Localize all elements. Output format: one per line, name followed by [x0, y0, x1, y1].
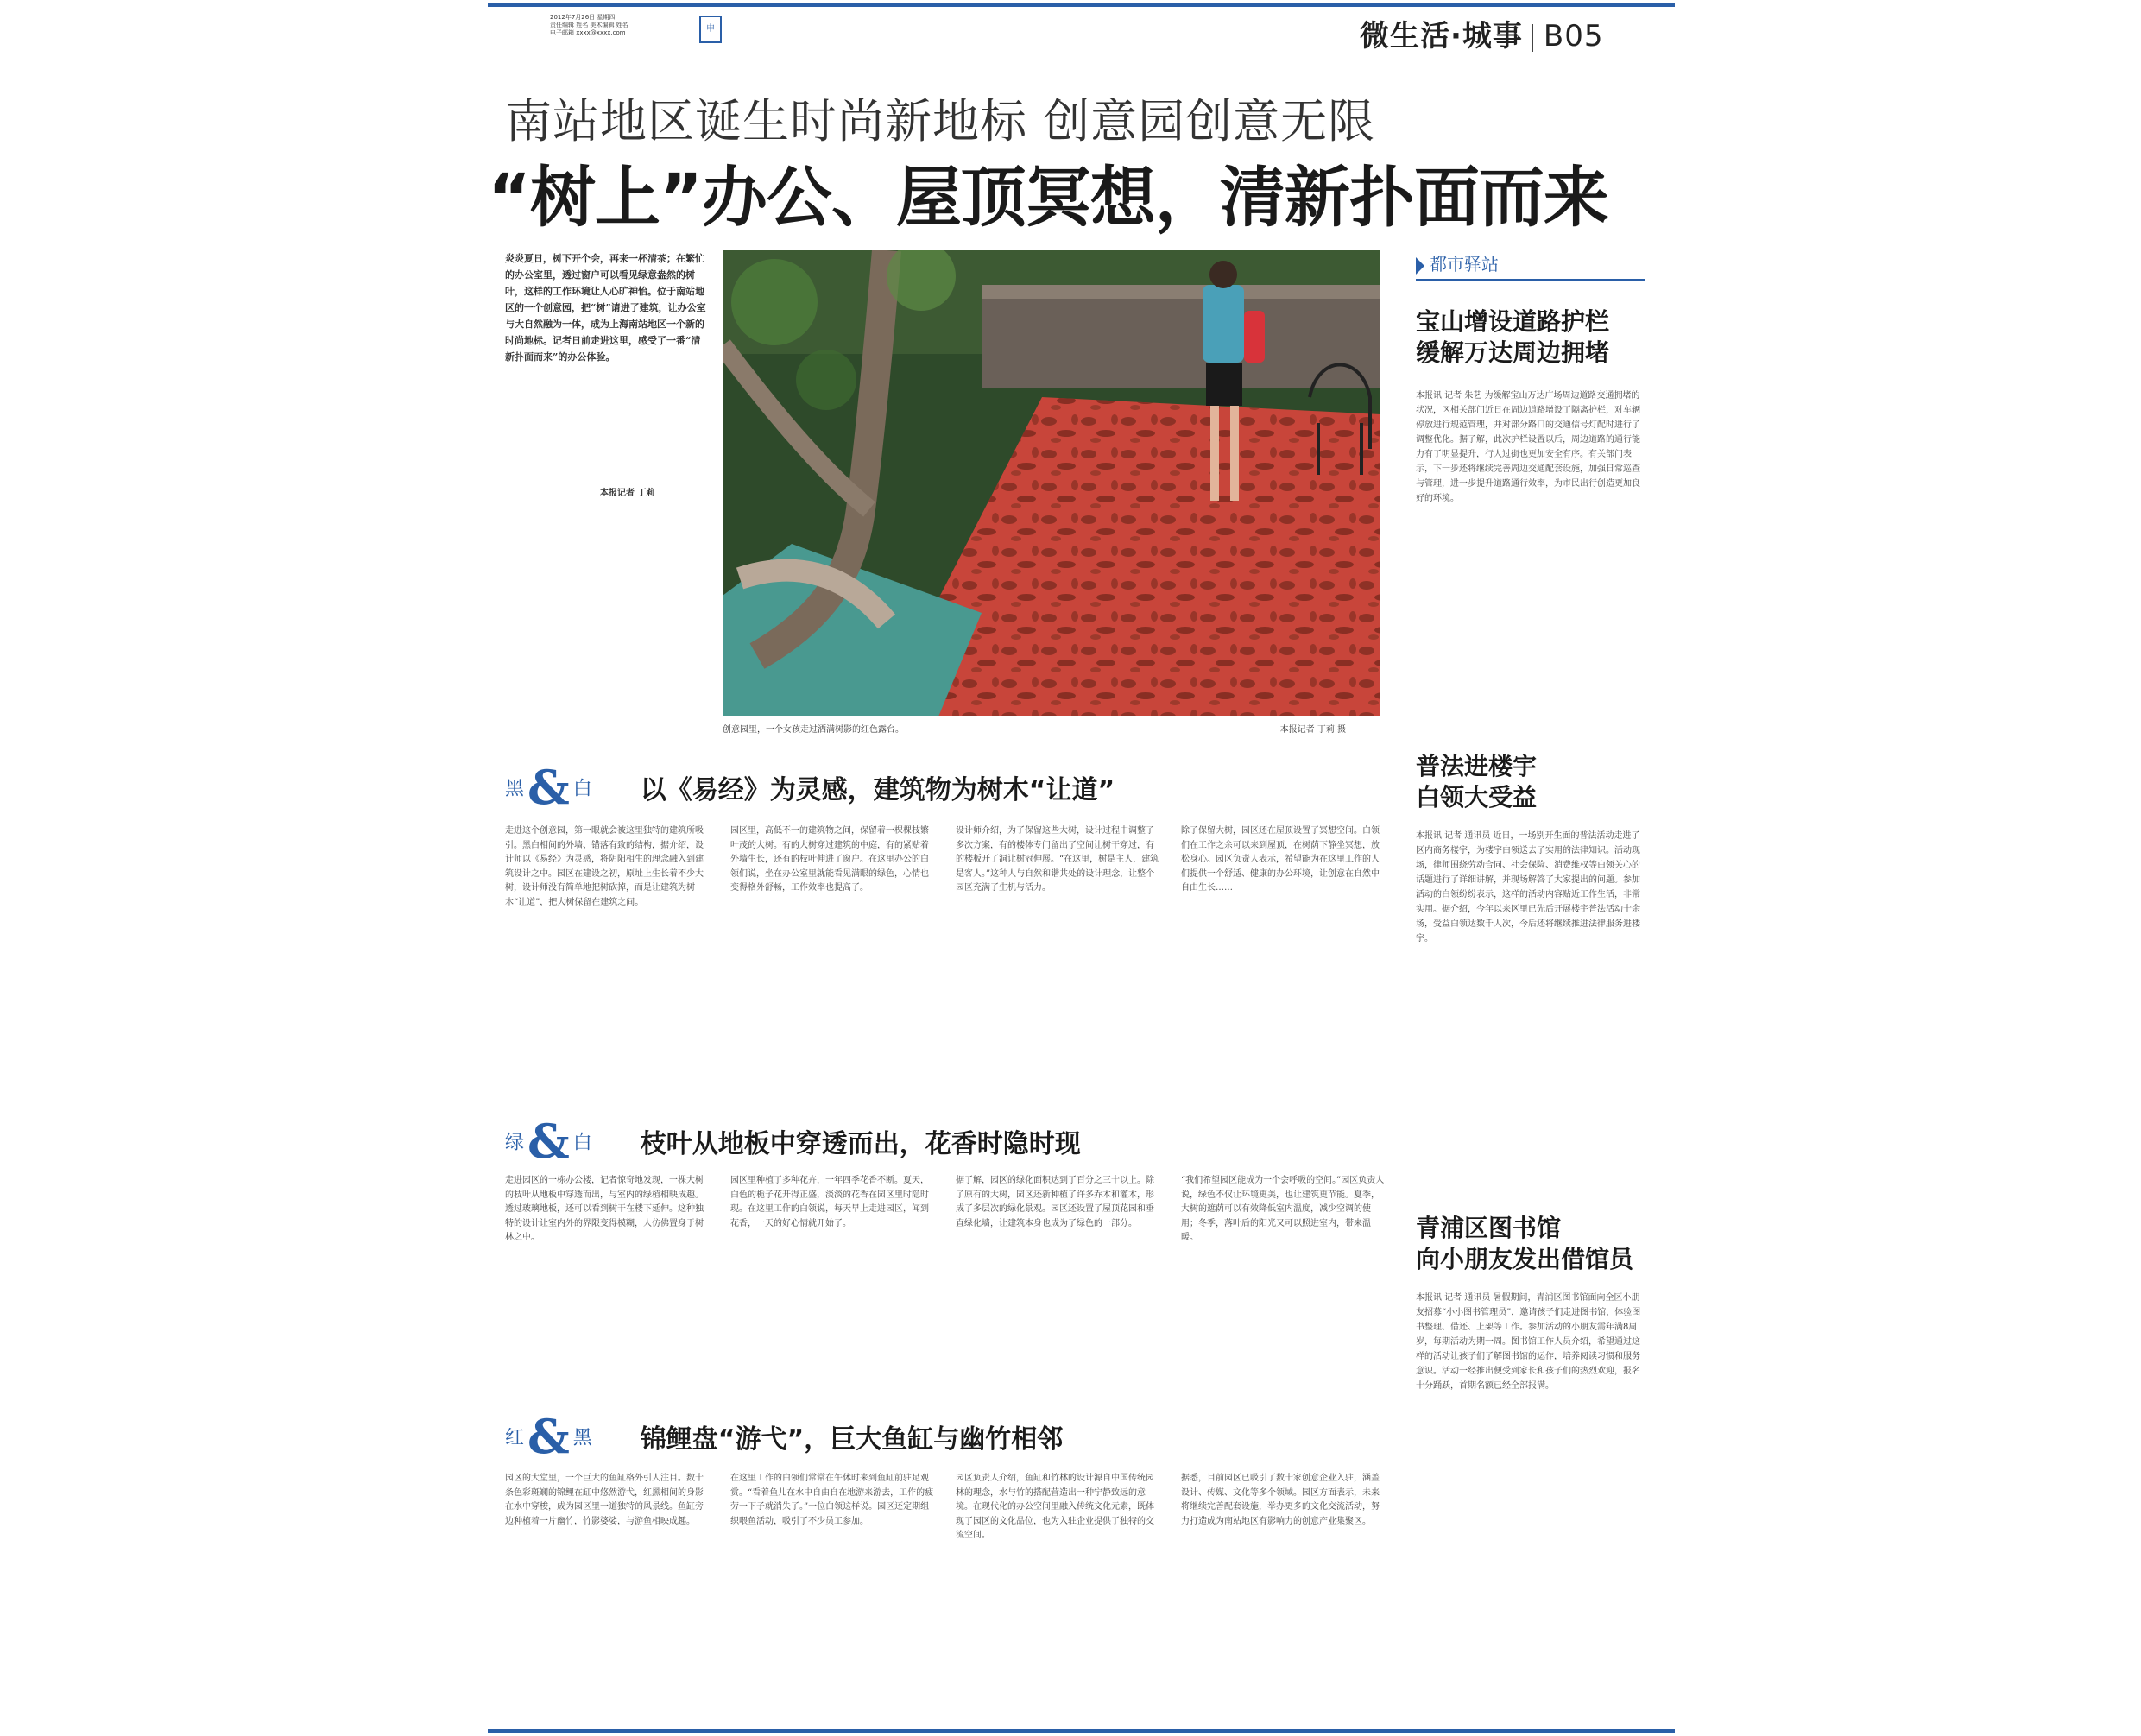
- lead-byline: 本报记者 丁莉: [600, 489, 655, 498]
- subsection-header: 红& 黑 锦鲤盘“游弋”，巨大鱼缸与幽竹相邻: [505, 1409, 1064, 1464]
- subsection-header: 黑& 白 以《易经》为灵感，建筑物为树木“让道”: [505, 760, 1115, 815]
- section-header: [1360, 12, 1604, 54]
- news-body: 本报讯 记者 通讯员 近日，一场别开生面的普法活动走进了区内商务楼宇，为楼宇白领送去了实用的法律知识。活动现场，律师围绕劳动合同、社会保险、消费维权等白领关心的话题进行了详细讲解，并现场解答了大家提出的问题。参加活动的白领纷纷表示，这样的活动内容贴近工作生活，非常实用。据介绍，今年以来区里已先后开展楼宇普法活动十余场，受益白领达数千人次，今后还将继续推进法律服务进楼宇。: [1416, 831, 1640, 944]
- article-headline: “树上”办公、屋顶冥想，清新扑面而来: [488, 159, 1608, 236]
- text-column: 园区负责人介绍，鱼缸和竹林的设计源自中国传统园林的理念，水与竹的搭配营造出一种宁静致远的意境。在现代化的办公空间里融入传统文化元素，既体现了园区的文化品位，也为入驻企业提供了独特的交流空间。: [956, 1474, 1154, 1540]
- text-column: 走进园区的一栋办公楼，记者惊奇地发现，一棵大树的枝叶从地板中穿透而出，与室内的绿植相映成趣。透过玻璃地板，还可以看到树干在楼下延伸。这种独特的设计让室内外的界限变得模糊，人仿佛置身于树林之中。: [505, 1176, 704, 1242]
- top-rule: [488, 3, 1675, 7]
- text-column: 在这里工作的白领们常常在午休时来到鱼缸前驻足观赏。“看着鱼儿在水中自由自在地游来游去，工作的疲劳一下子就消失了。”一位白领这样说。园区还定期组织喂鱼活动，吸引了不少员工参加。: [730, 1474, 934, 1526]
- newspaper-page: [488, 0, 1675, 1736]
- article-photo: [723, 250, 1380, 716]
- text-column: 园区的大堂里，一个巨大的鱼缸格外引人注目。数十条色彩斑斓的锦鲤在缸中悠然游弋，红黑相间的身影在水中穿梭，成为园区里一道独特的风景线。鱼缸旁边种植着一片幽竹，竹影婆娑，与游鱼相映成趣。: [505, 1474, 704, 1526]
- text-column: 据了解，园区的绿化面积达到了百分之三十以上。除了原有的大树，园区还新种植了许多乔木和灌木，形成了多层次的绿化景观。园区还设置了屋顶花园和垂直绿化墙，让建筑本身也成为了绿色的一部分。: [956, 1176, 1154, 1228]
- text-column: 走进这个创意园，第一眼就会被这里独特的建筑所吸引。黑白相间的外墙、错落有致的结构，据介绍，设计师以《易经》为灵感，将阴阳相生的理念融入到建筑设计之中。园区在建设之初，原址上生长着不少大树，设计师没有简单地把树砍掉，而是让建筑为树木“让道”，把大树保留在建筑之间。: [505, 826, 704, 907]
- photo-credit: 本报记者 丁莉 摄: [1279, 725, 1346, 735]
- article-kicker: 南站地区诞生时尚新地标 创意园创意无限: [505, 94, 1376, 148]
- news-body: 本报讯 记者 通讯员 暑假期间，青浦区图书馆面向全区小朋友招募“小小图书管理员”，邀请孩子们走进图书馆，体验图书整理、借还、上架等工作。参加活动的小朋友需年满8周岁，每期活动为期一周。图书馆工作人员介绍，希望通过这样的活动让孩子们了解图书馆的运作，培养阅读习惯和服务意识。活动一经推出便受到家长和孩子们的热烈欢迎，报名十分踊跃，首期名额已经全部报满。: [1416, 1293, 1641, 1391]
- section-divider: [1532, 24, 1533, 52]
- subsection-title: 以《易经》为灵感，建筑物为树木“让道”: [640, 775, 1115, 805]
- masthead-meta: [550, 14, 688, 37]
- column-tag: 都市驿站: [1416, 249, 1645, 281]
- ampersand-glyph: &: [527, 1409, 570, 1464]
- photo-illustration: [723, 250, 1380, 716]
- ampersand-glyph: &: [527, 760, 570, 815]
- section-name: 微生活·城事: [1360, 19, 1523, 54]
- right-column: [1416, 249, 1649, 281]
- article-lead: 炎炎夏日，树下开个会，再来一杯清茶；在繁忙的办公室里，透过窗户可以看见绿意盎然的树叶，这样的工作环境让人心旷神怡。位于南站地区的一个创意园，把“树”请进了建筑，让办公室与大自然融为一体，成为上海南站地区一个新的时尚地标。记者日前走进这里，感受了一番“清新扑面而来”的办公体验。: [505, 253, 706, 363]
- text-column: 设计师介绍，为了保留这些大树，设计过程中调整了多次方案，有的楼体专门留出了空间让树干穿过，有的楼板开了洞让树冠伸展。“在这里，树是主人，建筑是客人。”这种人与自然和谐共处的设计理念，让整个园区充满了生机与活力。: [956, 826, 1159, 893]
- bottom-rule: [488, 1729, 1675, 1733]
- text-column: 园区里种植了多种花卉，一年四季花香不断。夏天，白色的栀子花开得正盛，淡淡的花香在园区里时隐时现。在这里工作的白领说，每天早上走进园区，闻到花香，一天的好心情就开始了。: [730, 1176, 929, 1228]
- text-column: 除了保留大树，园区还在屋顶设置了冥想空间。白领们在工作之余可以来到屋顶，在树荫下静坐冥想，放松身心。园区负责人表示，希望能为在这里工作的人们提供一个舒适、健康的办公环境，让创意在自然中自由生长……: [1181, 826, 1380, 893]
- subsection-columns: [505, 1174, 1386, 1424]
- meta-line: 责任编辑 姓名 美术编辑 姓名: [550, 22, 628, 28]
- photo-caption: 创意园里，一个女孩走过洒满树影的红色露台。: [723, 725, 904, 735]
- news-title: 宝山增设道路护栏 缓解万达周边拥堵: [1416, 307, 1610, 367]
- news-title: 青浦区图书馆 向小朋友发出借馆员: [1416, 1214, 1634, 1273]
- text-column: “我们希望园区能成为一个会呼吸的空间。”园区负责人说，绿色不仅让环境更美，也让建筑更节能。夏季，大树的遮荫可以有效降低室内温度，减少空调的使用；冬季，落叶后的阳光又可以照进室内，带来温暖。: [1181, 1176, 1385, 1242]
- subsection-title: 枝叶从地板中穿透而出，花香时隐时现: [640, 1129, 1081, 1159]
- photo-caption-row: [723, 722, 1380, 735]
- meta-line: 2012年7月26日 星期四: [550, 14, 616, 21]
- subsection-header: 绿& 白 枝叶从地板中穿透而出，花香时隐时现: [505, 1114, 1081, 1169]
- news-body: 本报讯 记者 朱艺 为缓解宝山万达广场周边道路交通拥堵的状况，区相关部门近日在周边道路增设了隔离护栏，对车辆停放进行规范管理，并对部分路口的交通信号灯配时进行了调整优化。据了解，此次护栏设置以后，周边道路的通行能力有了明显提升，行人过街也更加安全有序。有关部门表示，下一步还将继续完善周边交通配套设施，加强日常巡查与管理，进一步提升道路通行效率，为市民出行创造更加良好的环境。: [1416, 391, 1640, 503]
- meta-line: 电子邮箱 xxxx@xxxx.com: [550, 29, 626, 36]
- subsection-columns: [505, 1472, 1386, 1709]
- text-column: 据悉，目前园区已吸引了数十家创意企业入驻，涵盖设计、传媒、文化等多个领域。园区方面表示，未来将继续完善配套设施，举办更多的文化交流活动，努力打造成为南站地区有影响力的创意产业集聚区。: [1181, 1474, 1380, 1526]
- text-column: 园区里，高低不一的建筑物之间，保留着一棵棵枝繁叶茂的大树。有的大树穿过建筑的中庭，有的紧贴着外墙生长，还有的枝叶伸进了窗户。在这里办公的白领们说，坐在办公室里就能看见满眼的绿色，心情也变得格外舒畅，工作效率也提高了。: [730, 826, 929, 893]
- triangle-icon: [1416, 257, 1424, 275]
- subsection-columns: [505, 824, 1386, 1101]
- subsection-title: 锦鲤盘“游弋”，巨大鱼缸与幽竹相邻: [640, 1424, 1064, 1455]
- news-title: 普法进楼宇 白领大受益: [1416, 752, 1538, 811]
- page-number: B05: [1543, 19, 1604, 54]
- newspaper-logo: 申: [699, 16, 722, 43]
- ampersand-glyph: &: [527, 1114, 570, 1169]
